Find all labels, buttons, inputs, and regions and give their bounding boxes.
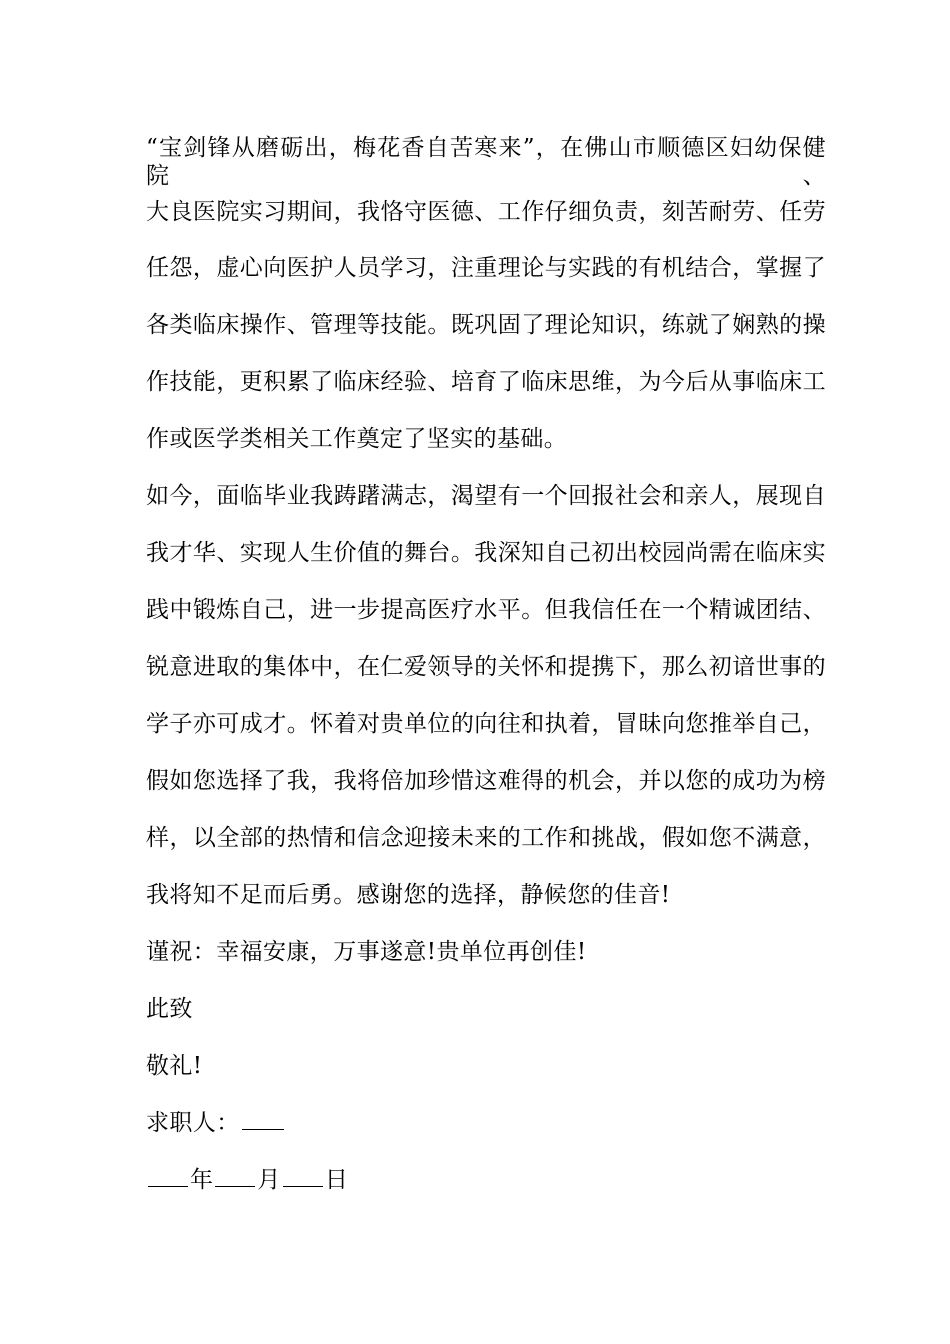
text-line: “宝剑锋从磨砺出，梅花香自苦寒来”，在佛山市顺德区妇幼保健院、 (146, 135, 826, 189)
text-line: 我才华、实现人生价值的舞台。我深知自己初出校园尚需在临床实 (146, 540, 826, 566)
text-line: 作或医学类相关工作奠定了坚实的基础。 (146, 426, 568, 452)
text-line: 作技能，更积累了临床经验、培育了临床思维，为今后从事临床工 (146, 369, 826, 395)
applicant-line (146, 1109, 286, 1137)
text-line: 样，以全部的热情和信念迎接未来的工作和挑战，假如您不满意， (146, 825, 826, 851)
year-blank (148, 1166, 188, 1187)
text-line: 如今，面临毕业我踌躇满志，渴望有一个回报社会和亲人，展现自 (146, 483, 826, 509)
applicant-name-blank (242, 1109, 284, 1130)
year-label: 年 (190, 1167, 214, 1193)
text-line: 任怨，虚心向医护人员学习，注重理论与实践的有机结合，掌握了 (146, 255, 826, 281)
date-line (146, 1166, 348, 1194)
month-label: 月 (257, 1167, 281, 1193)
text-line: 践中锻炼自己，进一步提高医疗水平。但我信任在一个精诚团结、 (146, 597, 826, 623)
month-blank (215, 1166, 255, 1187)
text-line: 学子亦可成才。怀着对贵单位的向往和执着，冒昧向您推举自己， (146, 711, 826, 737)
salutation-line-1: 此致 (146, 996, 193, 1022)
closing-wishes: 谨祝：幸福安康，万事遂意!贵单位再创佳! (146, 939, 587, 965)
text-line: 各类临床操作、管理等技能。既巩固了理论知识，练就了娴熟的操 (146, 312, 826, 338)
day-blank (283, 1166, 323, 1187)
text-line: 我将知不足而后勇。感谢您的选择，静候您的佳音! (146, 882, 671, 908)
applicant-label: 求职人： (146, 1110, 240, 1136)
day-label: 日 (324, 1167, 349, 1193)
text-line: 大良医院实习期间，我恪守医德、工作仔细负责，刻苦耐劳、任劳 (146, 199, 826, 225)
text-line: 锐意进取的集体中，在仁爱领导的关怀和提携下，那么初谙世事的 (146, 654, 826, 680)
salutation-line-2: 敬礼! (146, 1053, 203, 1079)
text-line: 假如您选择了我，我将倍加珍惜这难得的机会，并以您的成功为榜 (146, 768, 826, 794)
